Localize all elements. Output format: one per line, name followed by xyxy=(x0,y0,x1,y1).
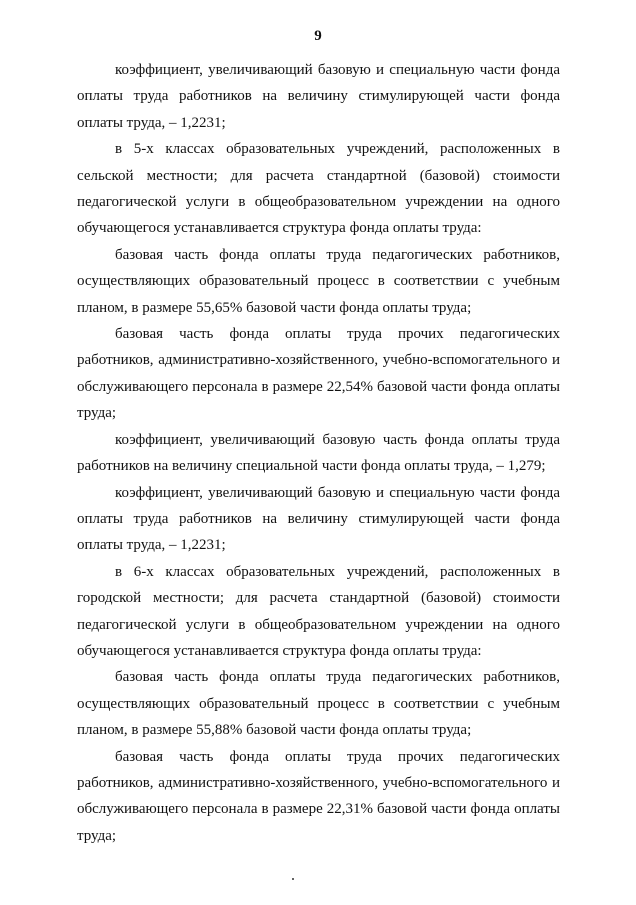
paragraph-1: коэффициент, увеличивающий базовую и специальную части фонда оплаты труда работников на величину стимулирующей части фонда оплаты труда, – 1,2231; xyxy=(77,62,560,131)
page-number: 9 xyxy=(314,28,322,44)
paragraph-9: базовая часть фонда оплаты труда прочих педагогических работников, административно-хозяйственного, учебно-вспомогательного и обслуживающего персонала в размере 22,31% базовой части фонда оплаты труда; xyxy=(77,748,560,844)
scan-speck xyxy=(292,878,294,880)
document-body xyxy=(77,57,560,849)
paragraph-7: в 6-х классах образовательных учреждений, расположенных в городской местности; для расчета стандартной (базовой) стоимости педагогической услуги в общеобразовательном учреждении на одного обучающегося устанавливается структура фонда оплаты труда: xyxy=(77,563,560,659)
paragraph-4: базовая часть фонда оплаты труда прочих педагогических работников, административно-хозяйственного, учебно-вспомогательного и обслуживающего персонала в размере 22,54% базовой части фонда оплаты труда; xyxy=(77,326,560,422)
paragraph-3: базовая часть фонда оплаты труда педагогических работников, осуществляющих образовательный процесс в соответствии с учебным планом, в размере 55,65% базовой части фонда оплаты труда; xyxy=(77,246,560,316)
paragraph-2: в 5-х классах образовательных учреждений, расположенных в сельской местности; для расчета стандартной (базовой) стоимости педагогической услуги в общеобразовательном учреждении на одного обучающегося устанавливается структура фонда оплаты труда: xyxy=(77,141,560,237)
paragraph-8: базовая часть фонда оплаты труда педагогических работников, осуществляющих образовательный процесс в соответствии с учебным планом, в размере 55,88% базовой части фонда оплаты труда; xyxy=(77,669,560,739)
paragraph-6: коэффициент, увеличивающий базовую и специальную части фонда оплаты труда работников на величину стимулирующей части фонда оплаты труда, – 1,2231; xyxy=(77,484,560,554)
paragraph-5: коэффициент, увеличивающий базовую часть фонда оплаты труда работников на величину специальной части фонда оплаты труда, – 1,279; xyxy=(77,431,560,475)
